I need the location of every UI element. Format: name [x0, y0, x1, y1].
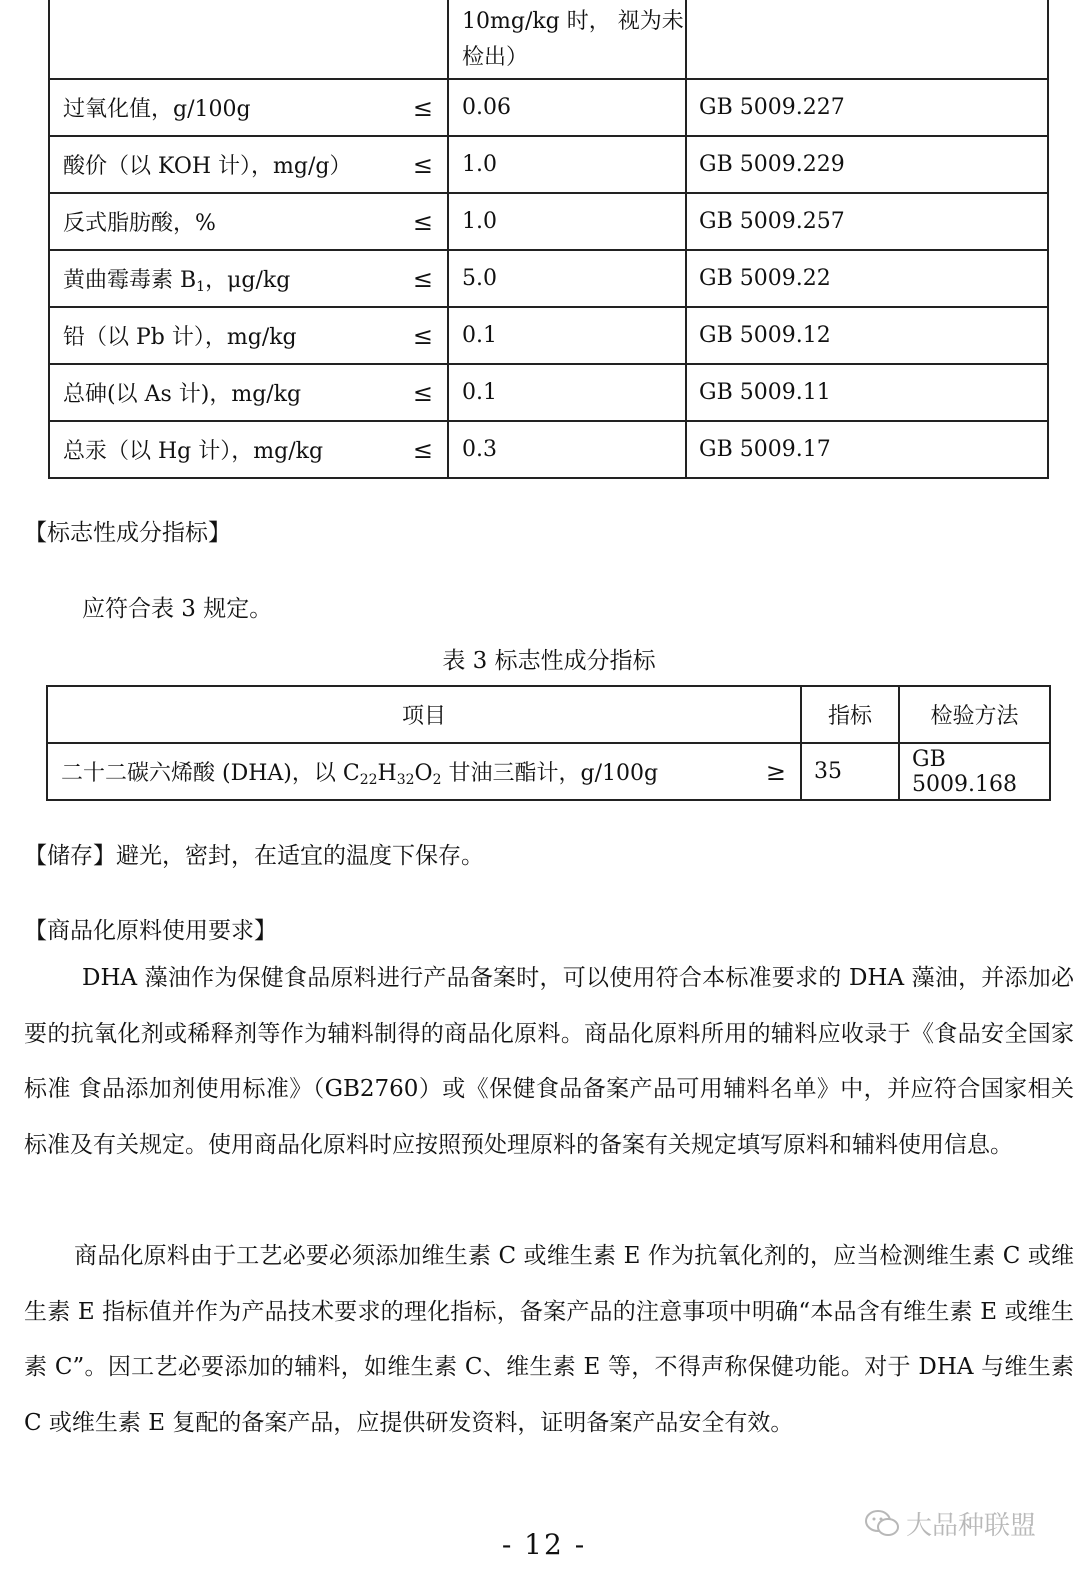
header-item: 项目 [47, 686, 801, 743]
method-cell: GB 5009.229 [686, 136, 1048, 193]
quality-indicators-table [48, 0, 1049, 479]
item-cell: 黄曲霉毒素 $B_1$，μg/kg ≤ [49, 250, 448, 307]
table-cell: 10mg/kg 时， 视为未检出） [448, 0, 686, 79]
table-cell [49, 0, 448, 79]
header-method: 检验方法 [899, 686, 1050, 743]
wechat-icon [864, 1509, 900, 1539]
page-number: - 12 - [501, 1528, 587, 1561]
operator: ≤ [412, 264, 433, 293]
value-cell: 0.3 [448, 421, 686, 478]
item-cell: 总汞（以 Hg 计），mg/kg ≤ [49, 421, 448, 478]
table-caption: 表 3 标志性成分指标 [442, 648, 656, 674]
value-cell: 0.06 [448, 79, 686, 136]
table-row [49, 136, 1048, 193]
item-cell: 反式脂肪酸，% ≤ [49, 193, 448, 250]
value-cell: 1.0 [448, 136, 686, 193]
method-cell: GB 5009.227 [686, 79, 1048, 136]
item-cell: 酸价（以 KOH 计），mg/g） ≤ [49, 136, 448, 193]
value-cell: 1.0 [448, 193, 686, 250]
table-row [49, 250, 1048, 307]
operator: ≤ [412, 321, 433, 350]
table-row [49, 307, 1048, 364]
operator: ≤ [412, 378, 433, 407]
value-cell: 0.1 [448, 364, 686, 421]
table-row [49, 79, 1048, 136]
operator: ≤ [412, 207, 433, 236]
operator: ≤ [412, 93, 433, 122]
header-indicator: 指标 [801, 686, 899, 743]
paragraph: DHA 藻油作为保健食品原料进行产品备案时，可以使用符合本标准要求的 DHA 藻油，并添加必要的抗氧化剂或稀释剂等作为辅料制得的商品化原料。商品化原料所用的辅料应收录于《食品安全国家标准 食品添加剂使用标准》（GB2760）或《保健食品备案产品可用辅料名单》中，并应符合国家相关标准及有关规定。使用商品化原料时应按照预处理原料的备案有关规定填写原料和辅料使用信息。 [24, 965, 1074, 1158]
storage-line: 【储存】避光，密封，在适宜的温度下保存。 [24, 843, 484, 869]
method-cell: GB 5009.168 [899, 743, 1050, 800]
table-cell [686, 0, 1048, 79]
table-header-row [47, 686, 1050, 743]
operator: ≤ [412, 435, 433, 464]
table-row [49, 0, 1048, 79]
table-row [49, 421, 1048, 478]
item-cell: 二十二碳六烯酸 (DHA)，以 $C_{22}H_{32}O_2$ 甘油三酯计，g/100g ≥ [47, 743, 801, 800]
operator: ≥ [765, 757, 786, 786]
item-cell: 铅（以 Pb 计），mg/kg ≤ [49, 307, 448, 364]
watermark [864, 1505, 1036, 1542]
marker-ingredient-table [46, 685, 1051, 801]
method-cell: GB 5009.257 [686, 193, 1048, 250]
table-row [49, 364, 1048, 421]
section-heading-marker-indicators: 【标志性成分指标】 [24, 520, 231, 546]
item-cell: 过氧化值，g/100g ≤ [49, 79, 448, 136]
method-cell: GB 5009.11 [686, 364, 1048, 421]
item-cell: 总砷(以 As 计)，mg/kg ≤ [49, 364, 448, 421]
method-cell: GB 5009.12 [686, 307, 1048, 364]
value-cell: 35 [801, 743, 899, 800]
operator: ≤ [412, 150, 433, 179]
value-cell: 0.1 [448, 307, 686, 364]
table-row [49, 193, 1048, 250]
method-cell: GB 5009.22 [686, 250, 1048, 307]
value-cell: 5.0 [448, 250, 686, 307]
section-text: 应符合表 3 规定。 [82, 596, 273, 622]
table-row [47, 743, 1050, 800]
paragraph: 商品化原料由于工艺必要必须添加维生素 C 或维生素 E 作为抗氧化剂的，应当检测维生素 C 或维生素 E 指标值并作为产品技术要求的理化指标，备案产品的注意事项中明确“本品含有维生素 E 或维生素 C”。因工艺必要添加的辅料，如维生素 C、维生素 E 等，不得声称保健功能。对于 DHA 与维生素 C 或维生素 E 复配的备案产品，应提供研发资料，证明备案产品安全有效。 [24, 1243, 1074, 1436]
method-cell: GB 5009.17 [686, 421, 1048, 478]
section-heading-commercial: 【商品化原料使用要求】 [24, 918, 277, 944]
watermark-text: 大品种联盟 [906, 1511, 1037, 1541]
